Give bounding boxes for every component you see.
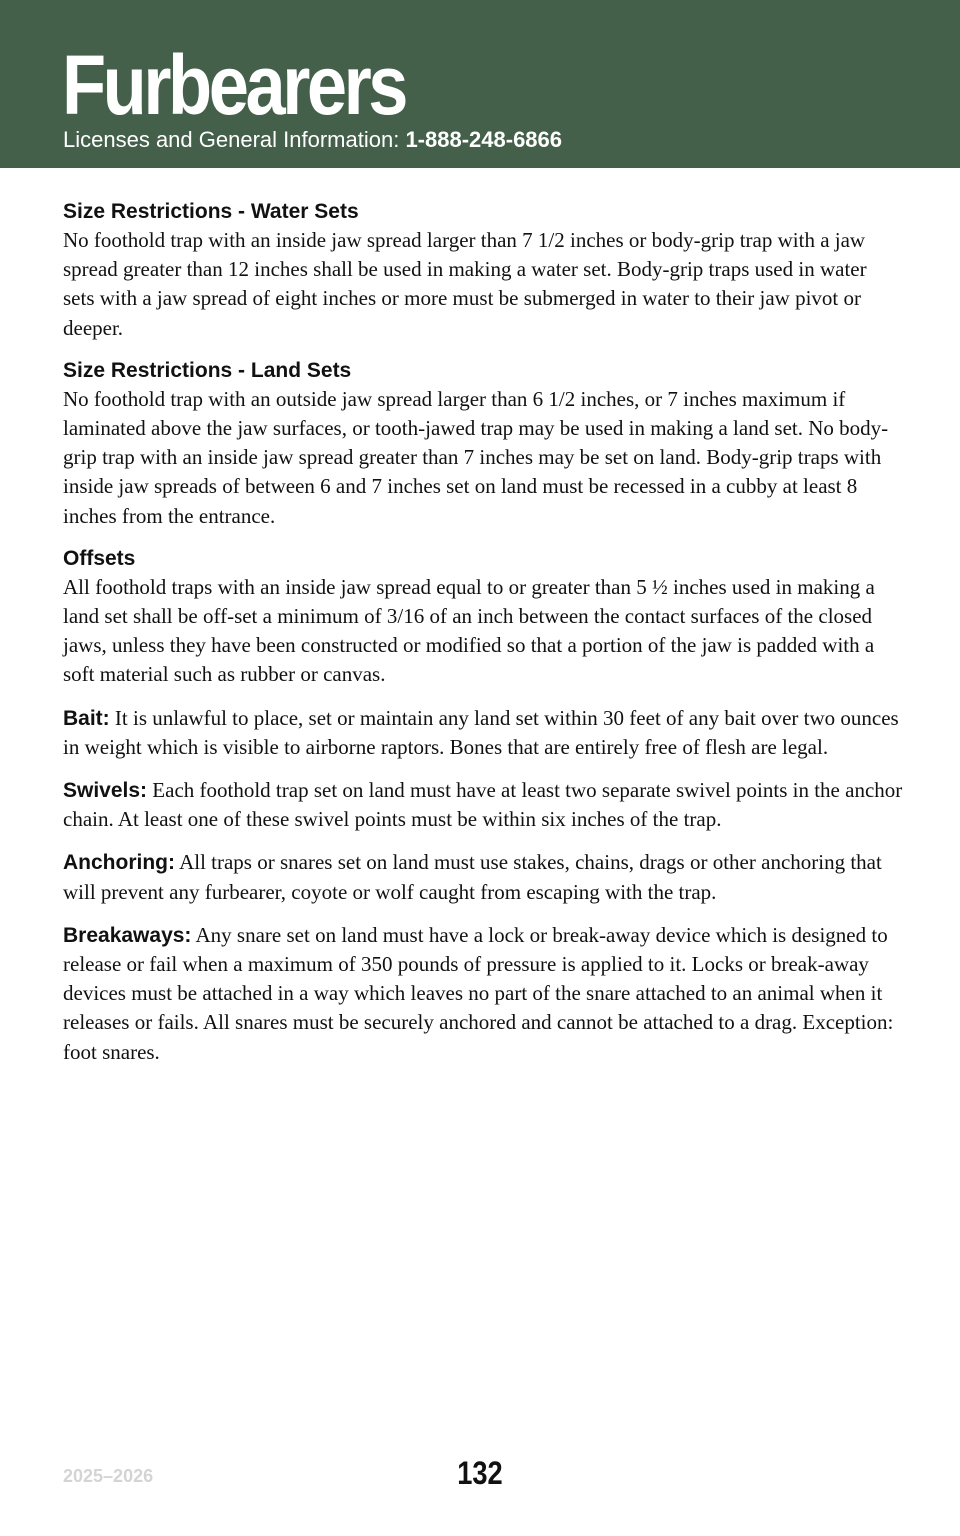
page-title: Furbearers: [62, 38, 406, 132]
phone-number: 1-888-248-6866: [405, 127, 563, 152]
section-breakaways: [63, 921, 903, 1067]
header-subtitle: [63, 126, 562, 154]
run-in-paragraph: [63, 776, 903, 834]
run-in-heading: Bait:: [63, 706, 110, 730]
section-body: No foothold trap with an outside jaw spread larger than 6 1/2 inches, or 7 inches maximum if laminated above the jaw surfaces, or tooth-jawed trap may be used in making a land set. No body-grip trap with an inside jaw spread greater than 7 inches may be set on land. Body-grip traps with inside jaw spreads of between 6 and 7 inches set on land must be recessed in a cubby at least 8 inches from the entrance.: [63, 386, 889, 528]
run-in-text: Each foothold trap set on land must have at least two separate swivel points in the anchor chain. At least one of these swivel points must be within six inches of the trap.: [63, 778, 903, 832]
section-anchoring: [63, 848, 903, 906]
run-in-paragraph: [63, 704, 903, 762]
page-number: 132: [457, 1455, 503, 1491]
section-heading: Size Restrictions - Water Sets: [63, 200, 359, 223]
main-content: [63, 198, 903, 1081]
section-offsets: [63, 545, 903, 690]
run-in-heading: Breakaways:: [63, 923, 192, 947]
run-in-text: It is unlawful to place, set or maintain any land set within 30 feet of any bait over two ounces in weight which is visible to airborne raptors. Bones that are entirely free of flesh are legal.: [63, 705, 899, 759]
section-heading: Size Restrictions - Land Sets: [63, 358, 352, 382]
section-land-sets: [63, 357, 903, 531]
subtitle-label: Licenses and General Information:: [63, 127, 400, 152]
section-body: No foothold trap with an inside jaw spread larger than 7 1/2 inches or body-grip trap with a jaw spread greater than 12 inches shall be used in making a water set. Body-grip traps used in water sets with a jaw spread of eight inches or more must be submerged in water to their jaw pivot or deeper.: [63, 228, 867, 340]
run-in-text: All traps or snares set on land must use stakes, chains, drags or other anchoring that will prevent any furbearer, coyote or wolf caught from escaping with the trap.: [63, 850, 882, 904]
run-in-heading: Swivels:: [63, 779, 148, 803]
run-in-paragraph: [63, 921, 903, 1067]
section-swivels: [63, 776, 903, 834]
section-heading: Offsets: [63, 546, 136, 570]
section-body: All foothold traps with an inside jaw spread equal to or greater than 5 ½ inches used in making a land set shall be off-set a minimum of 3/16 of an inch between the contact surfaces of the closed jaws, unless they have been constructed or modified so that a portion of the jaw is padded with a soft material such as rubber or canvas.: [63, 574, 875, 687]
run-in-text: Any snare set on land must have a lock or break-away device which is designed to release or fail when a maximum of 350 pounds of pressure is applied to it. Locks or break-away devices must be attached in a way which leaves no part of the snare attached to an animal when it releases or fails. All snares must be securely anchored and cannot be attached to a drag. Exception: foot snares.: [63, 922, 894, 1064]
section-water-sets: [63, 198, 903, 343]
run-in-heading: Anchoring:: [63, 851, 175, 875]
section-bait: [63, 704, 903, 762]
header-band: [0, 0, 960, 168]
run-in-paragraph: [63, 848, 903, 906]
footer-year: 2025–2026: [63, 1466, 154, 1486]
